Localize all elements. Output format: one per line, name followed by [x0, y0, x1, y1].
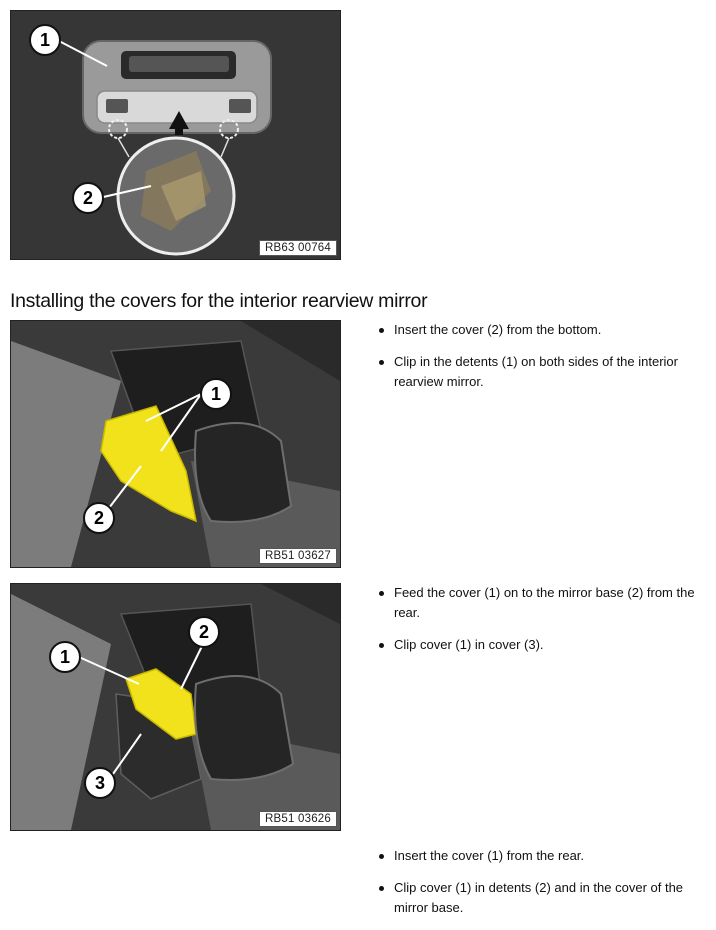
step-item: Feed the cover (1) on to the mirror base (2) from the rear. [374, 583, 710, 623]
steps-group-3 [374, 846, 708, 930]
callout-1: 1 [59, 647, 71, 667]
figure-id: RB63 00764 [259, 240, 337, 256]
steps-group-1 [374, 320, 708, 404]
callout-2: 2 [82, 188, 94, 208]
step-item: Clip cover (1) in cover (3). [374, 635, 710, 655]
figure-mirror-cover-bottom [10, 320, 341, 568]
step-item: Clip in the detents (1) on both sides of the interior rearview mirror. [374, 352, 708, 392]
figure-overhead-console [10, 10, 341, 260]
section-title: Installing the covers for the interior rearview mirror [10, 290, 428, 312]
mirror-cover-bottom-illustration [11, 321, 340, 567]
figure-mirror-base-cover [10, 583, 341, 831]
steps-group-2 [374, 583, 710, 667]
step-item: Insert the cover (1) from the rear. [374, 846, 708, 866]
step-item: Insert the cover (2) from the bottom. [374, 320, 708, 340]
callout-2: 2 [93, 508, 105, 528]
mirror-base-cover-illustration [11, 584, 340, 830]
callout-1: 1 [39, 30, 51, 50]
callout-1: 1 [210, 384, 222, 404]
callout-2: 2 [198, 622, 210, 642]
step-item: Clip cover (1) in detents (2) and in the cover of the mirror base. [374, 878, 708, 918]
figure-id: RB51 03627 [259, 548, 337, 564]
callout-3: 3 [94, 773, 106, 793]
figure-id: RB51 03626 [259, 811, 337, 827]
overhead-console-illustration [11, 11, 340, 259]
